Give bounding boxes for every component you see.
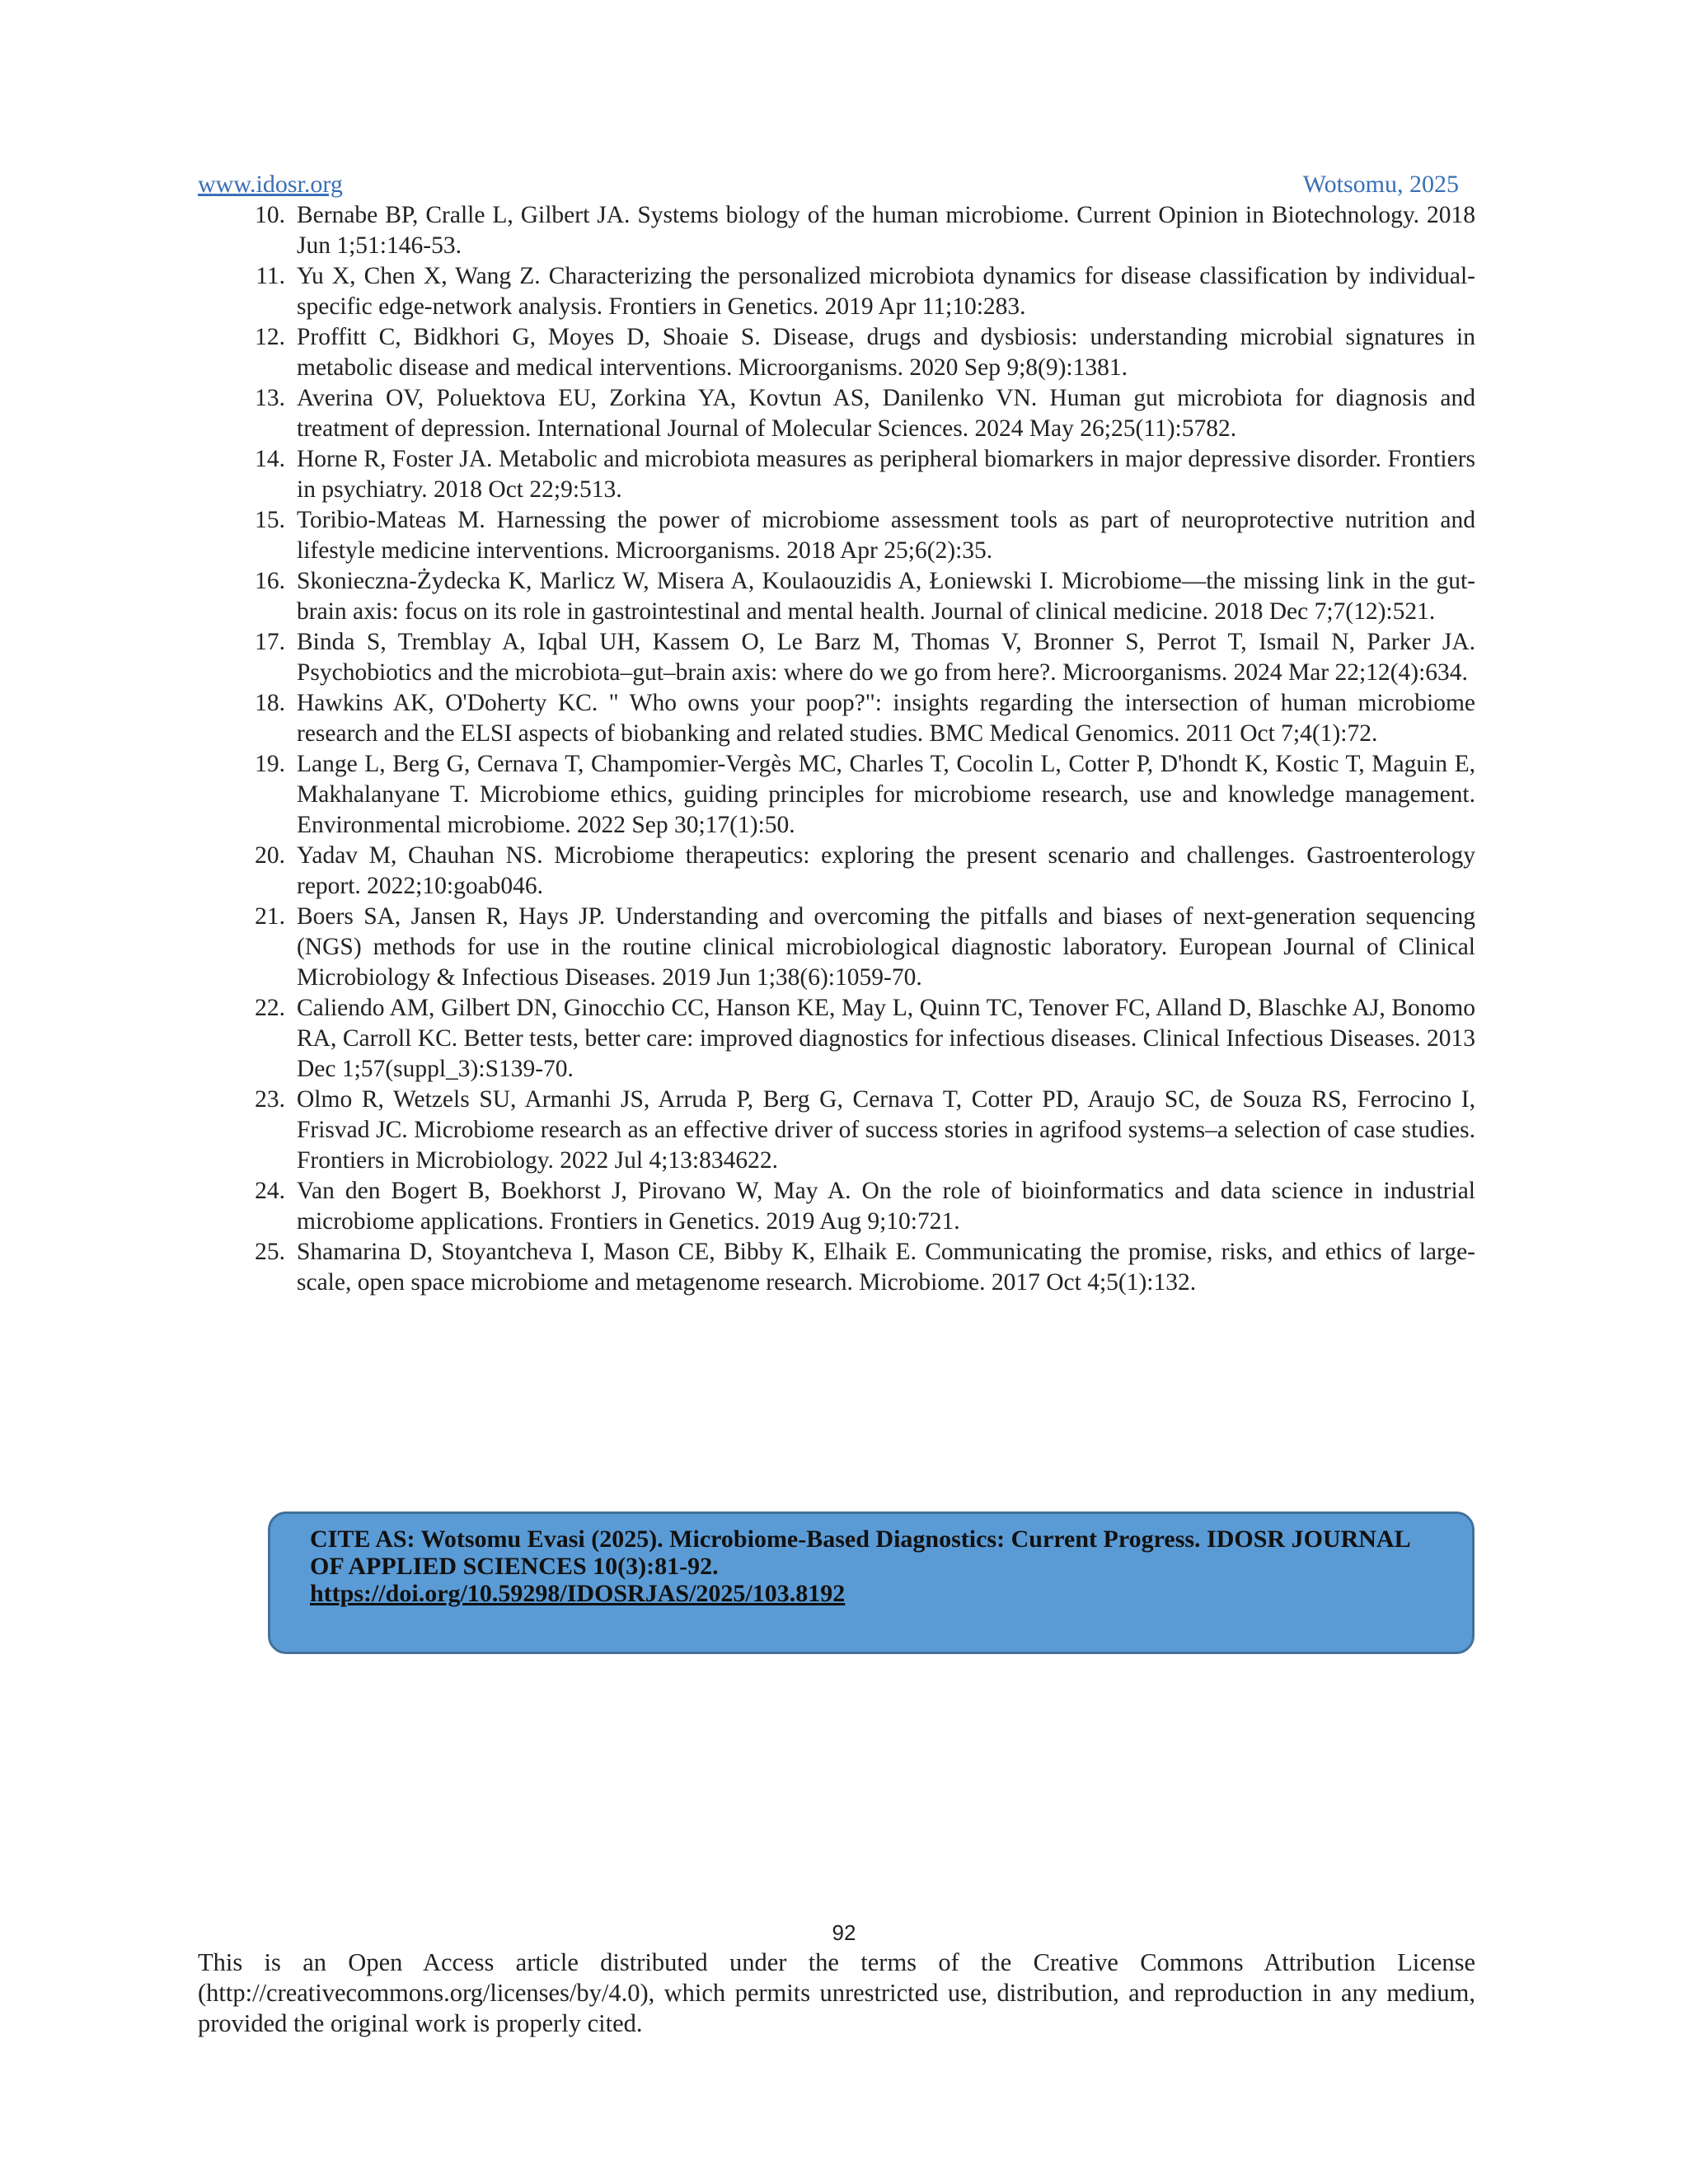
reference-text: Lange L, Berg G, Cernava T, Champomier-Vergès MC, Charles T, Cocolin L, Cotter P, D'hondt K, Kostic T, Maguin E, Makhalanyane T. Microbiome ethics, guiding principles for microbiome research, use and knowledge management. Environmental microbiome. 2022 Sep 30;17(1):50.: [297, 751, 1475, 838]
reference-item: [231, 627, 1475, 688]
reference-number: 11.: [256, 263, 285, 289]
reference-number: 14.: [255, 446, 285, 472]
reference-text: Van den Bogert B, Boekhorst J, Pirovano W, May A. On the role of bioinformatics and data science in industrial microbiome applications. Frontiers in Genetics. 2019 Aug 9;10:721.: [297, 1178, 1475, 1235]
reference-number: 10.: [255, 202, 285, 228]
page-header: [198, 171, 1459, 204]
reference-text: Shamarina D, Stoyantcheva I, Mason CE, Bibby K, Elhaik E. Communicating the promise, risks, and ethics of large-scale, open space microbiome and metagenome research. Microbiome. 2017 Oct 4;5(1):132.: [297, 1239, 1475, 1296]
reference-number: 16.: [255, 568, 285, 594]
reference-text: Boers SA, Jansen R, Hays JP. Understanding and overcoming the pitfalls and biases of next-generation sequencing (NGS) methods for use in the routine clinical microbiological diagnostic laboratory. European Journal of Clinical Microbiology & Infectious Diseases. 2019 Jun 1;38(6):1059-70.: [297, 903, 1475, 991]
page-number: 92: [832, 1920, 856, 1945]
reference-text: Averina OV, Poluektova EU, Zorkina YA, Kovtun AS, Danilenko VN. Human gut microbiota for diagnosis and treatment of depression. International Journal of Molecular Sciences. 2024 May 26;25(11):5782.: [297, 385, 1475, 442]
reference-text: Yadav M, Chauhan NS. Microbiome therapeutics: exploring the present scenario and challenges. Gastroenterology report. 2022;10:goab046.: [297, 842, 1475, 899]
citation-text: CITE AS: Wotsomu Evasi (2025). Microbiome-Based Diagnostics: Current Progress. IDOSR JOURNAL OF APPLIED SCIENCES 10(3):81-92.: [310, 1526, 1409, 1580]
reference-number: 21.: [255, 903, 285, 930]
journal-website-link[interactable]: www.idosr.org: [198, 171, 343, 198]
reference-text: Caliendo AM, Gilbert DN, Ginocchio CC, Hanson KE, May L, Quinn TC, Tenover FC, Alland D, Blaschke AJ, Bonomo RA, Carroll KC. Better tests, better care: improved diagnostics for infectious diseases. Clinical Infectious Diseases. 2013 Dec 1;57(suppl_3):S139-70.: [297, 995, 1475, 1082]
reference-item: [231, 383, 1475, 444]
running-author: Wotsomu, 2025: [1302, 171, 1459, 198]
reference-item: [231, 1085, 1475, 1176]
reference-item: [231, 1237, 1475, 1298]
reference-number: 22.: [255, 995, 285, 1021]
reference-number: 18.: [255, 690, 285, 716]
reference-text: Toribio-Mateas M. Harnessing the power of microbiome assessment tools as part of neuroprotective nutrition and lifestyle medicine interventions. Microorganisms. 2018 Apr 25;6(2):35.: [297, 507, 1475, 564]
reference-item: [231, 200, 1475, 261]
reference-list: [231, 200, 1475, 1298]
reference-text: Skonieczna-Żydecka K, Marlicz W, Misera A, Koulaouzidis A, Łoniewski I. Microbiome—the missing link in the gut-brain axis: focus on its role in gastrointestinal and mental health. Journal of clinical medicine. 2018 Dec 7;7(12):521.: [297, 568, 1475, 625]
reference-number: 24.: [255, 1178, 285, 1204]
reference-item: [231, 261, 1475, 322]
reference-number: 25.: [255, 1239, 285, 1265]
reference-number: 19.: [255, 751, 285, 777]
reference-item: [231, 749, 1475, 841]
reference-item: [231, 1176, 1475, 1237]
reference-item: [231, 566, 1475, 627]
reference-item: [231, 688, 1475, 749]
reference-item: [231, 444, 1475, 505]
reference-item: [231, 902, 1475, 993]
reference-item: [231, 322, 1475, 383]
doi-link[interactable]: https://doi.org/10.59298/IDOSRJAS/2025/103.8192: [310, 1580, 846, 1607]
reference-text: Binda S, Tremblay A, Iqbal UH, Kassem O, Le Barz M, Thomas V, Bronner S, Perrot T, Ismail N, Parker JA. Psychobiotics and the microbiota–gut–brain axis: where do we go from here?. Microorganisms. 2024 Mar 22;12(4):634.: [297, 629, 1475, 686]
citation-box: [268, 1511, 1475, 1654]
reference-item: [231, 505, 1475, 566]
reference-number: 13.: [255, 385, 285, 411]
reference-text: Yu X, Chen X, Wang Z. Characterizing the personalized microbiota dynamics for disease classification by individual-specific edge-network analysis. Frontiers in Genetics. 2019 Apr 11;10:283.: [297, 263, 1475, 320]
reference-text: Horne R, Foster JA. Metabolic and microbiota measures as peripheral biomarkers in major depressive disorder. Frontiers in psychiatry. 2018 Oct 22;9:513.: [297, 446, 1475, 503]
reference-number: 12.: [255, 324, 285, 350]
reference-text: Hawkins AK, O'Doherty KC. " Who owns your poop?": insights regarding the intersection of human microbiome research and the ELSI aspects of biobanking and related studies. BMC Medical Genomics. 2011 Oct 7;4(1):72.: [297, 690, 1475, 747]
reference-text: Proffitt C, Bidkhori G, Moyes D, Shoaie S. Disease, drugs and dysbiosis: understanding microbial signatures in metabolic disease and medical interventions. Microorganisms. 2020 Sep 9;8(9):1381.: [297, 324, 1475, 381]
reference-number: 15.: [255, 507, 285, 533]
reference-number: 23.: [255, 1086, 285, 1113]
reference-item: [231, 841, 1475, 902]
license-footer: This is an Open Access article distributed under the terms of the Creative Commons Attribution License (http://creativecommons.org/licenses/by/4.0), which permits unrestricted use, distribution, and reproduction in any medium, provided the original work is properly cited.: [198, 1948, 1475, 2037]
reference-text: Bernabe BP, Cralle L, Gilbert JA. Systems biology of the human microbiome. Current Opinion in Biotechnology. 2018 Jun 1;51:146-53.: [297, 202, 1475, 259]
reference-number: 20.: [255, 842, 285, 869]
reference-text: Olmo R, Wetzels SU, Armanhi JS, Arruda P, Berg G, Cernava T, Cotter PD, Araujo SC, de Souza RS, Ferrocino I, Frisvad JC. Microbiome research as an effective driver of success stories in agrifood systems–a selection of case studies. Frontiers in Microbiology. 2022 Jul 4;13:834622.: [297, 1086, 1475, 1174]
reference-number: 17.: [255, 629, 285, 655]
reference-item: [231, 993, 1475, 1085]
